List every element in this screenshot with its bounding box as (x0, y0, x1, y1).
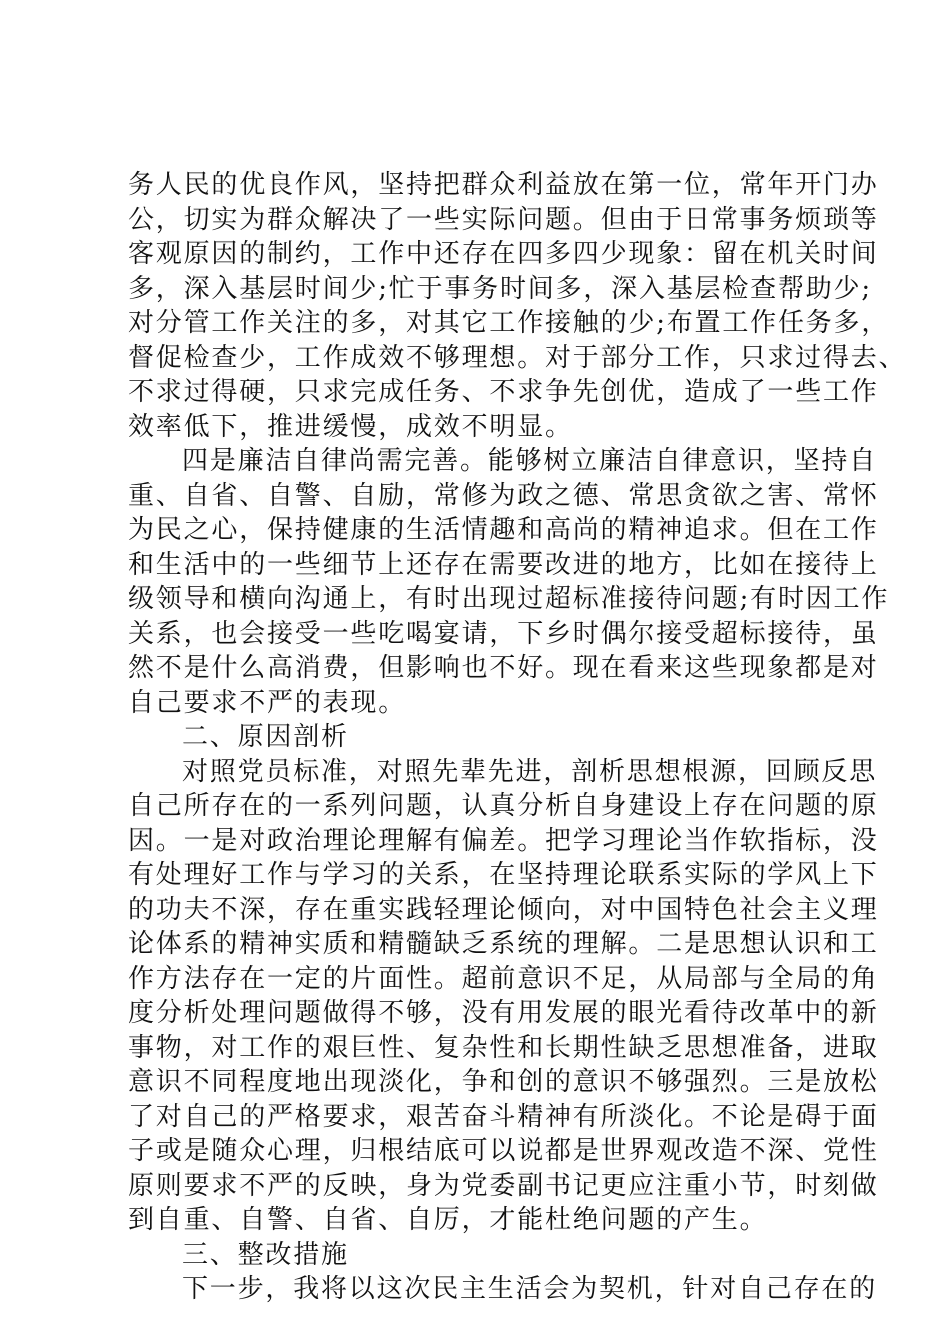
text-line: 不求过得硬，只求完成任务、不求争先创优，造成了一些工作 (128, 377, 879, 407)
text-line: 关系，也会接受一些吃喝宴请，下乡时偶尔接受超标接待，虽 (128, 618, 879, 649)
text-line: 了对自己的严格要求，艰苦奋斗精神有所淡化。不论是碍于面 (128, 1101, 879, 1132)
text-line: 子或是随众心理，归根结底可以说都是世界观改造不深、党性 (128, 1136, 879, 1166)
paragraph-start-line: 对照党员标准，对照先辈先进，剖析思想根源，回顾反思 (182, 756, 878, 787)
text-line: 重、自省、自警、自励，常修为政之德、常思贪欲之害、常怀 (128, 480, 879, 511)
text-line: 意识不同程度地出现淡化，争和创的意识不够强烈。三是放松 (128, 1067, 879, 1097)
text-line: 的功夫不深，存在重实践轻理论倾向，对中国特色社会主义理 (128, 894, 879, 925)
text-line: 督促检查少，工作成效不够理想。对于部分工作，只求过得去、 (128, 342, 907, 373)
text-line: 作方法存在一定的片面性。超前意识不足，从局部与全局的角 (128, 963, 879, 994)
text-line: 和生活中的一些细节上还存在需要改进的地方，比如在接待上 (128, 549, 879, 580)
paragraph-start-line: 下一步，我将以这次民主生活会为契机，针对自己存在的 (182, 1274, 878, 1304)
text-line: 为民之心，保持健康的生活情趣和高尚的精神追求。但在工作 (128, 515, 879, 545)
text-line: 有处理好工作与学习的关系，在坚持理论联系实际的学风上下 (128, 860, 879, 890)
text-line: 因。一是对政治理论理解有偏差。把学习理论当作软指标，没 (128, 825, 879, 856)
text-line: 效率低下，推进缓慢，成效不明显。 (128, 411, 573, 442)
section-heading: 二、原因剖析 (182, 722, 349, 752)
text-line: 论体系的精神实质和精髓缺乏系统的理解。二是思想认识和工 (128, 929, 879, 959)
text-line: 对分管工作关注的多，对其它工作接触的少;布置工作任务多， (128, 308, 890, 338)
text-line: 自己要求不严的表现。 (128, 687, 407, 718)
document-body (128, 168, 907, 1307)
paragraph-start-line: 四是廉洁自律尚需完善。能够树立廉洁自律意识，坚持自 (182, 446, 878, 476)
text-line: 多，深入基层时间少;忙于事务时间多，深入基层检查帮助少; (128, 273, 872, 304)
text-line: 级领导和横向沟通上，有时出现过超标准接待问题;有时因工作 (128, 584, 890, 614)
section-heading: 三、整改措施 (182, 1239, 349, 1270)
text-line: 然不是什么高消费，但影响也不好。现在看来这些现象都是对 (128, 653, 879, 683)
text-line: 客观原因的制约，工作中还存在四多四少现象：留在机关时间 (128, 239, 879, 269)
text-line: 原则要求不严的反映，身为党委副书记更应注重小节，时刻做 (128, 1170, 879, 1201)
text-line: 务人民的优良作风，坚持把群众利益放在第一位，常年开门办 (128, 170, 879, 200)
text-line: 自己所存在的一系列问题，认真分析自身建设上存在问题的原 (128, 791, 879, 821)
text-line: 到自重、自警、自省、自厉，才能杜绝问题的产生。 (128, 1205, 768, 1235)
text-line: 公，切实为群众解决了一些实际问题。但由于日常事务烦琐等 (128, 204, 879, 235)
text-line: 事物，对工作的艰巨性、复杂性和长期性缺乏思想准备，进取 (128, 1032, 879, 1063)
text-line: 度分析处理问题做得不够，没有用发展的眼光看待改革中的新 (128, 998, 879, 1028)
